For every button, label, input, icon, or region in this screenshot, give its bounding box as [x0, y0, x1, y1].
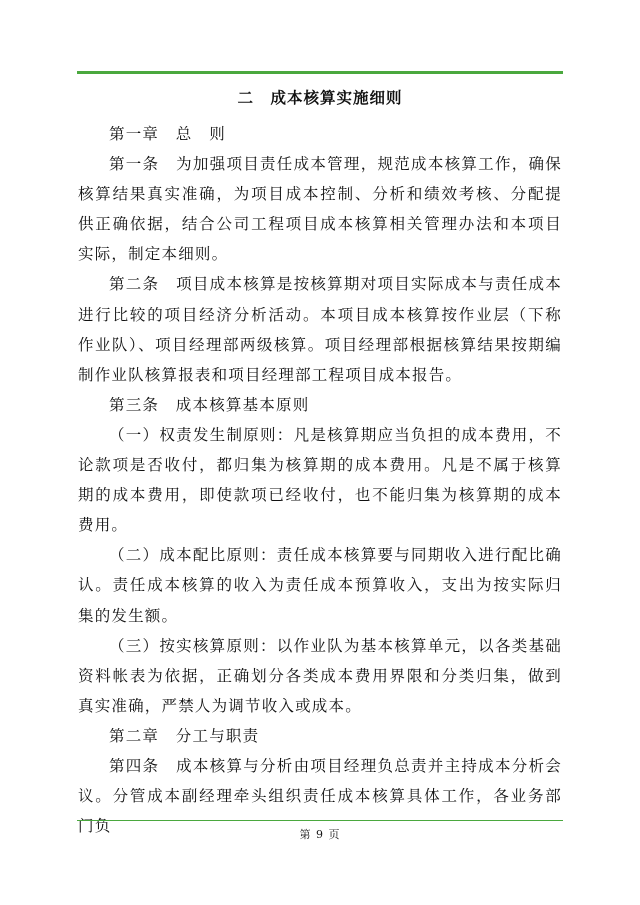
article-3-heading: 第三条 成本核算基本原则: [109, 395, 310, 414]
article-1: 第一条 为加强项目责任成本管理，规范成本核算工作，确保核算结果真实准确，为项目成本控制、分析和绩效考核、分配提供正确依据，结合公司工程项目成本核算相关管理办法和本项目实际，制定本细则。: [78, 155, 562, 264]
article-2: 第二条 项目成本核算是按核算期对项目实际成本与责任成本进行比较的项目经济分析活动。本项目成本核算按作业层（下称作业队）、项目经理部两级核算。项目经理部根据核算结果按期编制作业队核算报表和项目经理部工程项目成本报告。: [78, 275, 562, 384]
header-rule: [77, 71, 563, 74]
section-title: 二 成本核算实施细则: [237, 88, 403, 107]
article-4: 第四条 成本核算与分析由项目经理负总责并主持成本分析会议。分管成本副经理牵头组织责任成本核算具体工作，各业务部门负: [78, 756, 562, 836]
principle-2: （二）成本配比原则：责任成本核算要与同期收入进行配比确认。责任成本核算的收入为责任成本预算收入，支出为按实际归集的发生额。: [78, 546, 562, 625]
chapter-heading-2: 第二章 分工与职责: [109, 726, 260, 745]
principle-1: （一）权责发生制原则：凡是核算期应当负担的成本费用，不论款项是否收付，都归集为核算期的成本费用。凡是不属于核算期的成本费用，即使款项已经收付，也不能归集为核算期的成本费用。: [78, 425, 562, 535]
chapter-heading-1: 第一章 总 则: [109, 125, 226, 143]
principle-3: （三）按实核算原则：以作业队为基本核算单元，以各类基础资料帐表为依据，正确划分各类成本费用界限和分类归集，做到真实准确，严禁人为调节收入或成本。: [78, 636, 562, 715]
document-body: [78, 119, 562, 841]
footer-rule: [77, 820, 563, 821]
page-number: 第 9 页: [299, 828, 341, 841]
